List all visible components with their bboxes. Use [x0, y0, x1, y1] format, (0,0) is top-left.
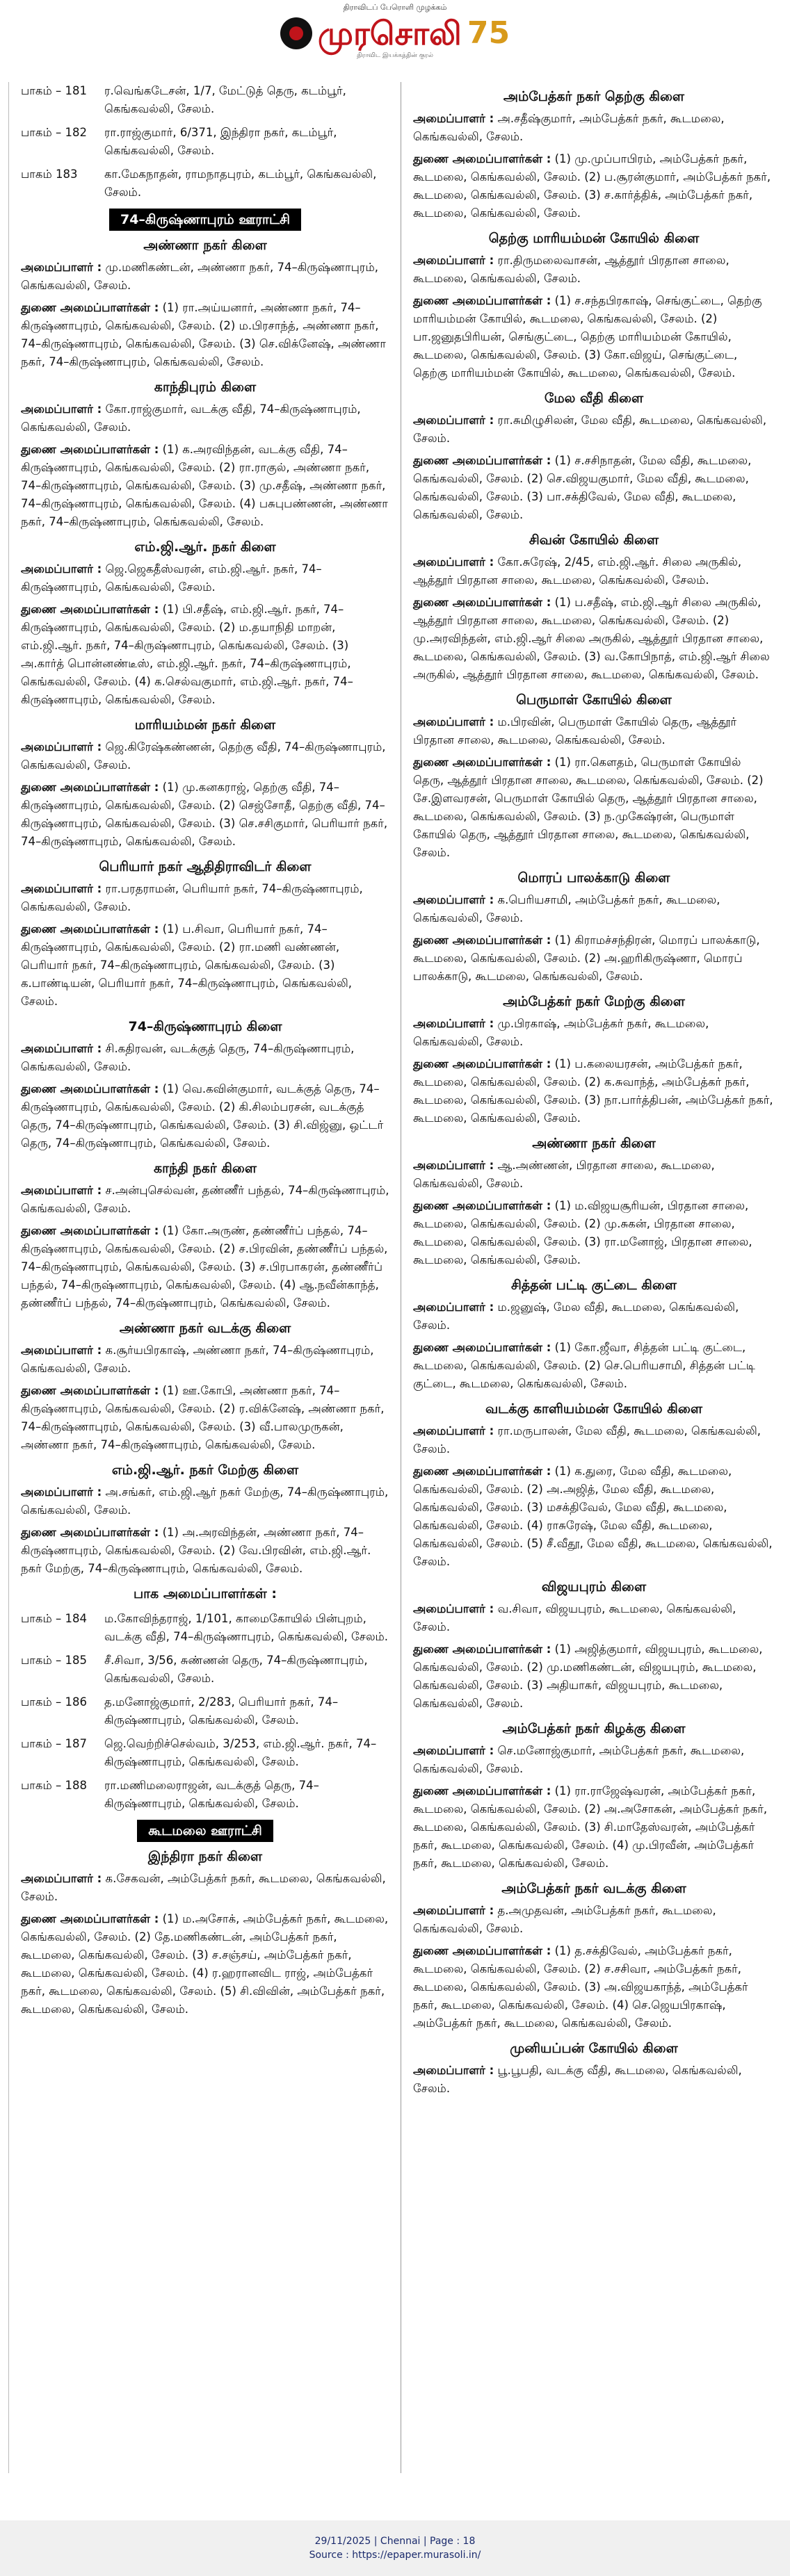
amaippalar-value: க.சேகவன், அம்பேத்கர் நகர், கூடமலை, கெங்கவல்லி, சேலம்.: [21, 1872, 386, 1903]
thunai-value: (1) க.துரை, மேல வீதி, கூடமலை, கெங்கவல்லி, சேலம். (2) அ.அஜித், மேல வீதி, கூடமலை, கெங்கவல்லி, சேலம். (3) மசக்திவேல், மேல வீதி, கூடமலை, கெங்கவல்லி, சேலம். (4) ராசுரேஷ், மேல வீதி, கூடமலை, கெங்கவல்லி, சேலம். (5) சீ.வீதூ, மேல வீதி, கூடமலை, கெங்கவல்லி, சேலம்.: [413, 1465, 773, 1568]
thunai-line: [413, 452, 775, 524]
kilai-section: [21, 1848, 389, 2019]
left-margin-rule: [8, 82, 9, 2473]
amaippalar-value: ம.ஜனுஷ், மேல வீதி, கூடமலை, கெங்கவல்லி, சேலம்.: [413, 1301, 739, 1332]
thunai-label: துணை அமைப்பாளர்கள் :: [413, 1465, 551, 1478]
kilai-title: எம்.ஜி.ஆர். நகர் மேற்கு கிளை: [111, 1462, 299, 1478]
thunai-label: துணை அமைப்பாளர்கள் :: [21, 603, 159, 616]
kilai-title: பெருமாள் கோயில் கிளை: [516, 692, 672, 708]
amaippalar-label: அமைப்பாளர் :: [413, 2064, 494, 2077]
bagam-value: ஜெ.வெற்றிச்செல்வம், 3/253, எம்.ஜி.ஆர். நகர், 74–கிருஷ்ணாபுரம், கெங்கவல்லி, சேலம்.: [104, 1737, 377, 1768]
masthead-logo-row: [0, 15, 790, 52]
kilai-section: [413, 1276, 775, 1393]
ooratchi-heading: கூடமலை ஊராட்சி: [137, 1820, 273, 1842]
kilai-section: [413, 88, 775, 222]
amaippalar-value: ச.அன்புசெல்வன், தண்ணீர் பந்தல், 74–கிருஷ்ணாபுரம், கெங்கவல்லி, சேலம்.: [21, 1184, 389, 1215]
amaippalar-value: ரா.திருமலைவாசன், ஆத்தூர் பிரதான சாலை, கூடமலை, கெங்கவல்லி, சேலம்.: [413, 254, 729, 285]
ooratchi-heading: 74–கிருஷ்ணாபுரம் ஊராட்சி: [109, 209, 301, 231]
thunai-value: (1) க.அரவிந்தன், வடக்கு வீதி, 74–கிருஷ்ணாபுரம், கெங்கவல்லி, சேலம். (2) ரா.ராகுல், அண்ணா நகர், 74–கிருஷ்ணாபுரம், கெங்கவல்லி, சேலம். (3) மு.சதீஷ், அண்ணா நகர், 74–கிருஷ்ணாபுரம், கெங்கவல்லி, சேலம். (4) பசுபுபண்ணன், அண்ணா நகர், 74–கிருஷ்ணாபுரம், கெங்கவல்லி, சேலம்.: [21, 443, 388, 528]
kilai-title: சிவன் கோயில் கிளை: [529, 532, 659, 548]
kilai-section: [413, 993, 775, 1127]
amaippalar-label: அமைப்பாளர் :: [413, 1159, 494, 1172]
thunai-value: (1) வெ.கவின்குமார், வடக்குத் தெரு, 74–கிருஷ்ணாபுரம், கெங்கவல்லி, சேலம். (2) கி.சிலம்பரசன், வடக்குத் தெரு, 74–கிருஷ்ணாபுரம், கெங்கவல்லி, சேலம். (3) சி.விஜ்னு, ஒட்டர் தெரு, 74–கிருஷ்ணாபுரம், கெங்கவல்லி, சேலம்.: [21, 1082, 384, 1150]
kilai-section: [413, 1400, 775, 1571]
kilai-section: [21, 716, 389, 851]
bagam-value: த.மனோஜ்குமார், 2/283, பெரியார் நகர், 74–கிருஷ்ணாபுரம், கெங்கவல்லி, சேலம்.: [104, 1695, 339, 1727]
amaippalar-value: பூ.பூபதி, வடக்கு வீதி, கூடமலை, கெங்கவல்லி, சேலம்.: [413, 2064, 742, 2095]
amaippalar-line: [413, 1422, 775, 1458]
amaippalar-line: [413, 1298, 775, 1335]
newspaper-logo: முரசொலி: [317, 15, 462, 52]
bagam-list-bottom: [21, 1610, 389, 1813]
amaippalar-line: [21, 1040, 389, 1076]
amaippalar-line: [21, 1870, 389, 1906]
amaippalar-label: அமைப்பாளர் :: [21, 1485, 102, 1499]
party-emblem-icon: [280, 17, 312, 49]
thunai-value: (1) ப.சிவா, பெரியார் நகர், 74–கிருஷ்ணாபுரம், கெங்கவல்லி, சேலம். (2) ரா.மணி வண்ணன், பெரியார் நகர், 74–கிருஷ்ணாபுரம், கெங்கவல்லி, சேலம். (3) க.பாண்டியன், பெரியார் நகர், 74–கிருஷ்ணாபுரம், கெங்கவல்லி, சேலம்.: [21, 922, 352, 1008]
kilai-title: அண்ணா நகர் வடக்கு கிளை: [119, 1321, 291, 1336]
thunai-value: (1) அஜித்குமார், விஜயபுரம், கூடமலை, கெங்கவல்லி, சேலம். (2) மு.மணிகண்டன், விஜயபுரம், கூடமலை, கெங்கவல்லி, சேலம். (3) அதியாகர், விஜயபுரம், கூடமலை, கெங்கவல்லி, சேலம்.: [413, 1642, 763, 1710]
kilai-section: [21, 858, 389, 1011]
kilai-section: [21, 378, 389, 531]
thunai-line: [21, 1524, 389, 1578]
kilai-section: [413, 389, 775, 524]
bagam-value: ர.வெங்கடேசன், 1/7, மேட்டுத் தெரு, கடம்பூர், கெங்கவல்லி, சேலம்.: [104, 84, 346, 115]
thunai-value: (1) த.சக்திவேல், அம்பேத்கர் நகர், கூடமலை, கெங்கவல்லி, சேலம். (2) ச.சசிவா, அம்பேத்கர் நகர், கூடமலை, கெங்கவல்லி, சேலம். (3) அ.விஜயகாந்த், அம்பேத்கர் நகர், கூடமலை, கெங்கவல்லி, சேலம். (4) செ.ஜெயபிரகாஷ், அம்பேத்கர் நகர், கூடமலை, கெங்கவல்லி, சேலம்.: [413, 1944, 748, 2030]
kilai-section: [413, 1578, 775, 1713]
amaippalar-label: அமைப்பாளர் :: [21, 1042, 102, 1055]
kilai-section: [21, 236, 389, 371]
amaippalar-label: அமைப்பாளர் :: [21, 1872, 102, 1885]
thunai-line: [21, 778, 389, 851]
thunai-label: துணை அமைப்பாளர்கள் :: [413, 1057, 551, 1070]
amaippalar-label: அமைப்பாளர் :: [413, 1301, 494, 1314]
kilai-title: அம்பேத்கர் நகர் மேற்கு கிளை: [503, 994, 685, 1009]
amaippalar-value: ரா.மருபாலன், மேல வீதி, கூடமலை, கெங்கவல்லி, சேலம்.: [413, 1424, 761, 1456]
amaippalar-label: அமைப்பாளர் :: [413, 1744, 494, 1757]
amaippalar-label: அமைப்பாளர் :: [413, 414, 494, 427]
amaippalar-label: அமைப்பாளர் :: [21, 562, 102, 576]
amaippalar-line: [413, 1742, 775, 1778]
thunai-label: துணை அமைப்பாளர்கள் :: [413, 454, 551, 467]
thunai-value: (1) கிராமச்சந்திரன், மொரப் பாலக்காடு, கூடமலை, கெங்கவல்லி, சேலம். (2) அ.ஹரிகிருஷ்ணா, மொரப் பாலக்காடு, கூடமலை, கெங்கவல்லி, சேலம்.: [413, 934, 760, 983]
kilai-title: முனியப்பன் கோயில் கிளை: [510, 2041, 678, 2056]
kilai-title: அண்ணா நகர் கிளை: [143, 238, 267, 253]
amaippalar-label: அமைப்பாளர் :: [413, 1904, 494, 1917]
amaippalar-value: அ.சதீஷ்குமார், அம்பேத்கர் நகர், கூடமலை, கெங்கவல்லி, சேலம்.: [413, 112, 725, 143]
amaippalar-label: அமைப்பாளர் :: [21, 1344, 102, 1357]
kilai-list-left: [21, 236, 389, 1578]
bagam-section: [21, 1585, 389, 1603]
thunai-value: (1) கோ.ஜீவா, சித்தன் பட்டி குட்டை, கூடமலை, கெங்கவல்லி, சேலம். (2) செ.பெரியசாமி, சித்தன் பட்டி குட்டை, கூடமலை, கெங்கவல்லி, சேலம்.: [413, 1341, 755, 1390]
thunai-value: (1) ரா.அய்யனார், அண்ணா நகர், 74–கிருஷ்ணாபுரம், கெங்கவல்லி, சேலம். (2) ம.பிரசாந்த், அண்ணா நகர், 74–கிருஷ்ணாபுரம், கெங்கவல்லி, சேலம். (3) செ.விக்னேஷ், அண்ணா நகர், 74–கிருஷ்ணாபுரம், கெங்கவல்லி, சேலம்.: [21, 301, 386, 368]
kilai-title: தெற்கு மாரியம்மன் கோயில் கிளை: [488, 231, 700, 246]
thunai-line: [413, 1197, 775, 1269]
amaippalar-line: [413, 411, 775, 448]
bagam-number: பாகம் – 185: [21, 1654, 87, 1667]
kilai-title: விஜயபுரம் கிளை: [541, 1579, 647, 1595]
amaippalar-value: த.அமுதவன், அம்பேத்கர் நகர், கூடமலை, கெங்கவல்லி, சேலம்.: [413, 1904, 716, 1935]
kilai-section: [413, 869, 775, 986]
thunai-value: (1) பி.சதீஷ், எம்.ஜி.ஆர். நகர், 74–கிருஷ்ணாபுரம், கெங்கவல்லி, சேலம். (2) ம.தயாநிதி மாறன், எம்.ஜி.ஆர். நகர், 74–கிருஷ்ணாபுரம், கெங்கவல்லி, சேலம். (3) அ.கார்த் பொன்னண்டீஸ், எம்.ஜி.ஆர். நகர், 74–கிருஷ்ணாபுரம், கெங்கவல்லி, சேலம். (4) க.செல்வகுமார், எம்.ஜி.ஆர். நகர், 74–கிருஷ்ணாபுரம், கெங்கவல்லி, சேலம்.: [21, 603, 353, 706]
thunai-value: (1) ம.அசோக், அம்பேத்கர் நகர், கூடமலை, கெங்கவல்லி, சேலம். (2) தே.மணிகண்டன், அம்பேத்கர் நகர், கூடமலை, கெங்கவல்லி, சேலம். (3) ச.சஞ்சய், அம்பேத்கர் நகர், கூடமலை, கெங்கவல்லி, சேலம். (4) ர.ஹரானவிட ராஜ், அம்பேத்கர் நகர், கூடமலை, கெங்கவல்லி, சேலம். (5) சி.விவின், அம்பேத்கர் நகர், கூடமலை, கெங்கவல்லி, சேலம்.: [21, 1912, 389, 2016]
kilai-section: [21, 1159, 389, 1312]
kilai-title: இந்திரா நகர் கிளை: [147, 1849, 263, 1864]
amaippalar-line: [413, 2062, 775, 2098]
thunai-label: துணை அமைப்பாளர்கள் :: [413, 756, 551, 769]
amaippalar-line: [21, 259, 389, 295]
thunai-line: [413, 292, 775, 382]
kilai-section: [413, 531, 775, 684]
thunai-value: (1) ரா.கௌதம், பெருமாள் கோயில் தெரு, ஆத்தூர் பிரதான சாலை, கூடமலை, கெங்கவல்லி, சேலம். (2) சே.இளவரசன், பெருமாள் கோயில் தெரு, ஆத்தூர் பிரதான சாலை, கூடமலை, கெங்கவல்லி, சேலம். (3) ந.முகேஷ்ரன், பெருமாள் கோயில் தெரு, ஆத்தூர் பிரதான சாலை, கூடமலை, கெங்கவல்லி, சேலம்.: [413, 756, 764, 859]
thunai-line: [413, 150, 775, 222]
thunai-line: [21, 920, 389, 1011]
thunai-line: [21, 1222, 389, 1312]
thunai-line: [413, 1055, 775, 1127]
thunai-label: துணை அமைப்பாளர்கள் :: [21, 1912, 159, 1925]
left-column: [21, 82, 389, 2025]
thunai-line: [413, 1640, 775, 1713]
thunai-value: (1) கோ.அருண், தண்ணீர்ப் பந்தல், 74–கிருஷ்ணாபுரம், கெங்கவல்லி, சேலம். (2) ச.பிரவின், தண்ணீர்ப் பந்தல், 74–கிருஷ்ணாபுரம், கெங்கவல்லி, சேலம். (3) ச.பிரபாகரன், தண்ணீர்ப் பந்தல், 74–கிருஷ்ணாபுரம், கெங்கவல்லி, சேலம். (4) ஆ.நவீன்காந்த், தண்ணீர்ப் பந்தல், 74–கிருஷ்ணாபுரம், கெங்கவல்லி, சேலம்.: [21, 1224, 388, 1310]
kilai-title: அம்பேத்கர் நகர் வடக்கு கிளை: [501, 1881, 686, 1896]
amaippalar-label: அமைப்பாளர் :: [413, 715, 494, 728]
amaippalar-line: [413, 1015, 775, 1051]
thunai-line: [21, 1382, 389, 1454]
thunai-label: துணை அமைப்பாளர்கள் :: [413, 152, 551, 165]
thunai-value: (1) அ.அரவிந்தன், அண்ணா நகர், 74–கிருஷ்ணாபுரம், கெங்கவல்லி, சேலம். (2) வே.பிரவின், எம்.ஜி.ஆர். நகர் மேற்கு, 74–கிருஷ்ணாபுரம், கெங்கவல்லி, சேலம்.: [21, 1526, 371, 1575]
amaippalar-line: [413, 1902, 775, 1938]
kilai-section: [413, 691, 775, 862]
thunai-line: [21, 441, 389, 531]
kilai-title: காந்தி நகர் கிளை: [153, 1161, 257, 1176]
kilai-title: அம்பேத்கர் நகர் கிழக்கு கிளை: [502, 1721, 686, 1736]
thunai-label: துணை அமைப்பாளர்கள் :: [21, 1526, 159, 1539]
thunai-label: துணை அமைப்பாளர்கள் :: [21, 301, 159, 314]
bagam-row: [21, 124, 389, 160]
kilai-list-right: [413, 88, 775, 2098]
thunai-value: (1) ப.கலையரசன், அம்பேத்கர் நகர், கூடமலை, கெங்கவல்லி, சேலம். (2) க.சுவாந்த், அம்பேத்கர் நகர், கூடமலை, கெங்கவல்லி, சேலம். (3) நா.பார்த்திபன், அம்பேத்கர் நகர், கூடமலை, கெங்கவல்லி, சேலம்.: [413, 1057, 773, 1125]
page-footer: [0, 2520, 790, 2576]
thunai-label: துணை அமைப்பாளர்கள் :: [413, 1642, 551, 1656]
kilai-title: பெரியார் நகர் ஆதிதிராவிடர் கிளை: [99, 859, 312, 874]
amaippalar-line: [413, 110, 775, 146]
bagam-number: பாகம் – 182: [21, 126, 87, 139]
bagam-value: ம.கோவிந்தராஜ், 1/101, காமைகோயில் பின்புறம், வடக்கு வீதி, 74–கிருஷ்ணாபுரம், கெங்கவல்லி, சேலம்.: [104, 1612, 389, 1643]
thunai-value: (1) ம.விஜயசூரியன், பிரதான சாலை, கூடமலை, கெங்கவல்லி, சேலம். (2) மு.சுகன், பிரதான சாலை, கூடமலை, கெங்கவல்லி, சேலம். (3) ரா.மனோஜ், பிரதான சாலை, கூடமலை, கெங்கவல்லி, சேலம்.: [413, 1199, 752, 1266]
amaippalar-line: [413, 891, 775, 927]
thunai-label: துணை அமைப்பாளர்கள் :: [21, 922, 159, 936]
thunai-line: [413, 1339, 775, 1393]
bagam-value: கா.மேகநாதன், ராமநாதபுரம், கடம்பூர், கெங்கவல்லி, சேலம்.: [104, 168, 377, 199]
thunai-line: [21, 299, 389, 371]
bagam-row: [21, 1610, 389, 1646]
amaippalar-line: [413, 553, 775, 589]
amaippalar-value: க.பெரியசாமி, அம்பேத்கர் நகர், கூடமலை, கெங்கவல்லி, சேலம்.: [413, 893, 720, 924]
thunai-value: (1) மு.முப்பாபிரம், அம்பேத்கர் நகர், கூடமலை, கெங்கவல்லி, சேலம். (2) ப.சூரன்குமார், அம்பேத்கர் நகர், கூடமலை, கெங்கவல்லி, சேலம். (3) ச.கார்த்திக், அம்பேத்கர் நகர், கூடமலை, கெங்கவல்லி, சேலம்.: [413, 152, 771, 220]
bagam-row: [21, 1735, 389, 1771]
kilai-title: அண்ணா நகர் கிளை: [532, 1136, 656, 1151]
kilai-title: அம்பேத்கர் நகர் தெற்கு கிளை: [503, 89, 685, 104]
bagam-number: பாகம் – 184: [21, 1612, 87, 1625]
amaippalar-value: மு.பிரகாஷ், அம்பேத்கர் நகர், கூடமலை, கெங்கவல்லி, சேலம்.: [413, 1017, 709, 1048]
kilai-title: வடக்கு காளியம்மன் கோயில் கிளை: [485, 1401, 702, 1417]
bagam-row: [21, 82, 389, 118]
thunai-line: [413, 1942, 775, 2032]
thunai-label: துணை அமைப்பாளர்கள் :: [413, 1199, 551, 1212]
thunai-label: துணை அமைப்பாளர்கள் :: [21, 781, 159, 794]
kilai-section: [413, 1880, 775, 2032]
amaippalar-value: ஜெ.ஜெகதீஸ்வரன், எம்.ஜி.ஆர். நகர், 74–கிருஷ்ணாபுரம், கெங்கவல்லி, சேலம்.: [21, 562, 322, 594]
footer-source-link[interactable]: Source : https://epaper.murasoli.in/: [309, 2550, 481, 2561]
bagam-row: [21, 1777, 389, 1813]
amaippalar-value: ரா.பரதராமன், பெரியார் நகர், 74–கிருஷ்ணாபுரம், கெங்கவல்லி, சேலம்.: [21, 882, 363, 913]
amaippalar-value: கோ.சுரேஷ், 2/45, எம்.ஜி.ஆர். சிலை அருகில், ஆத்தூர் பிரதான சாலை, கூடமலை, கெங்கவல்லி, சேலம்.: [413, 555, 742, 587]
kilai-title: சித்தன் பட்டி குட்டை கிளை: [511, 1278, 677, 1293]
amaippalar-value: அ.சங்கர், எம்.ஜி.ஆர் நகர் மேற்கு, 74–கிருஷ்ணாபுரம், கெங்கவல்லி, சேலம்.: [21, 1485, 389, 1517]
kilai-title: மாரியம்மன் நகர் கிளை: [134, 717, 276, 733]
amaippalar-value: ரா.சுமிழுசிலன், மேல வீதி, கூடமலை, கெங்கவல்லி, சேலம்.: [413, 414, 767, 445]
masthead-tagline: திராவிடப் பேரொளி முழக்கம்: [343, 3, 447, 12]
thunai-label: துணை அமைப்பாளர்கள் :: [413, 596, 551, 609]
thunai-value: (1) ரா.ராஜேஷ்வரன், அம்பேத்கர் நகர், கூடமலை, கெங்கவல்லி, சேலம். (2) அ.அசோகன், அம்பேத்கர் நகர், கூடமலை, கெங்கவல்லி, சேலம். (3) சி.மாதேஸ்வரன், அம்பேத்கர் நகர், கூடமலை, கெங்கவல்லி, சேலம். (4) மு.பிரவீன், அம்பேத்கர் நகர், கூடமலை, கெங்கவல்லி, சேலம்.: [413, 1784, 768, 1870]
amaippalar-line: [413, 713, 775, 749]
amaippalar-value: க.சூர்யபிரகாஷ், அண்ணா நகர், 74–கிருஷ்ணாபுரம், கெங்கவல்லி, சேலம்.: [21, 1344, 374, 1375]
bagam-number: பாகம் – 188: [21, 1779, 87, 1792]
kilai-section: [21, 1319, 389, 1454]
amaippalar-value: சி.கதிரவன், வடக்குத் தெரு, 74–கிருஷ்ணாபுரம், கெங்கவல்லி, சேலம்.: [21, 1042, 355, 1073]
amaippalar-line: [413, 252, 775, 288]
bagam-number: பாகம் 183: [21, 168, 78, 181]
thunai-value: (1) ச.சசிநாதன், மேல வீதி, கூடமலை, கெங்கவல்லி, சேலம். (2) செ.விஜயகுமார், மேல வீதி, கூடமலை, கெங்கவல்லி, சேலம். (3) பா.சக்திவேல், மேல வீதி, கூடமலை, கெங்கவல்லி, சேலம்.: [413, 454, 752, 521]
anniversary-badge: 75: [467, 15, 510, 51]
amaippalar-value: வ.சிவா, விஜயபுரம், கூடமலை, கெங்கவல்லி, சேலம்.: [413, 1602, 736, 1633]
thunai-value: (1) மு.கனகராஜ், தெற்கு வீதி, 74–கிருஷ்ணாபுரம், கெங்கவல்லி, சேலம். (2) செஜ்சோதீ, தெற்கு வீதி, 74–கிருஷ்ணாபுரம், கெங்கவல்லி, சேலம். (3) செ.சசிகுமார், பெரியார் நகர், 74–கிருஷ்ணாபுரம், கெங்கவல்லி, சேலம்.: [21, 781, 388, 848]
kilai-section: [413, 1720, 775, 1873]
bagam-heading: பாக அமைப்பாளர்கள் :: [133, 1586, 277, 1601]
thunai-line: [413, 753, 775, 862]
amaippalar-label: அமைப்பாளர் :: [413, 1017, 494, 1030]
amaippalar-value: மு.மணிகண்டன், அண்ணா நகர், 74–கிருஷ்ணாபுரம், கெங்கவல்லி, சேலம்.: [21, 261, 378, 292]
amaippalar-line: [413, 1157, 775, 1193]
thunai-line: [413, 931, 775, 986]
amaippalar-line: [21, 560, 389, 596]
amaippalar-value: கோ.ராஜ்குமார், வடக்கு வீதி, 74–கிருஷ்ணாபுரம், கெங்கவல்லி, சேலம்.: [21, 402, 361, 434]
amaippalar-line: [21, 738, 389, 774]
masthead-subline: திராவிட இயக்கத்தின் குரல்: [357, 52, 433, 59]
amaippalar-line: [413, 1600, 775, 1636]
amaippalar-line: [21, 1483, 389, 1519]
kilai-section: [413, 229, 775, 382]
amaippalar-line: [21, 1342, 389, 1378]
kilai-title: மேல வீதி கிளை: [544, 391, 644, 406]
amaippalar-line: [21, 400, 389, 437]
amaippalar-line: [21, 880, 389, 916]
bagam-row: [21, 1693, 389, 1729]
kilai-title: எம்.ஜி.ஆர். நகர் கிளை: [134, 539, 276, 555]
amaippalar-label: அமைப்பாளர் :: [413, 1424, 494, 1437]
amaippalar-label: அமைப்பாளர் :: [21, 1184, 102, 1197]
bagam-number: பாகம் – 186: [21, 1695, 87, 1709]
thunai-label: துணை அமைப்பாளர்கள் :: [413, 1341, 551, 1354]
kilai-title: 74–கிருஷ்ணாபுரம் கிளை: [128, 1019, 282, 1034]
footer-date-page: 29/11/2025 | Chennai | Page : 18: [314, 2536, 476, 2547]
thunai-line: [413, 594, 775, 684]
kilai-title: மொரப் பாலக்காடு கிளை: [517, 870, 670, 886]
amaippalar-label: அமைப்பாளர் :: [413, 254, 494, 267]
thunai-value: (1) ப.சதீஷ், எம்.ஜி.ஆர் சிலை அருகில், ஆத்தூர் பிரதான சாலை, கூடமலை, கெங்கவல்லி, சேலம். (2) மு.அரவிந்தன், எம்.ஜி.ஆர் சிலை அருகில், ஆத்தூர் பிரதான சாலை, கூடமலை, கெங்கவல்லி, சேலம். (3) வ.கோபிநாத், எம்.ஜி.ஆர் சிலை அருகில், ஆத்தூர் பிரதான சாலை, கூடமலை, கெங்கவல்லி, சேலம்.: [413, 596, 770, 681]
amaippalar-label: அமைப்பாளர் :: [413, 112, 494, 125]
amaippalar-label: அமைப்பாளர் :: [413, 893, 494, 906]
bagam-value: சீ.சிவா, 3/56, சுண்ணன் தெரு, 74–கிருஷ்ணாபுரம், கெங்கவல்லி, சேலம்.: [104, 1654, 368, 1685]
thunai-value: (1) ச.சந்தபிரகாஷ், செங்குட்டை, தெற்கு மாரியம்மன் கோயில், கூடமலை, கெங்கவல்லி, சேலம். (2) பா.ஜனுதபிரியன், செங்குட்டை, தெற்கு மாரியம்மன் கோயில், கூடமலை, கெங்கவல்லி, சேலம். (3) கோ.விஜய், செங்குட்டை, தெற்கு மாரியம்மன் கோயில், கூடமலை, கெங்கவல்லி, சேலம்.: [413, 294, 762, 380]
kilai-section: [21, 1461, 389, 1578]
thunai-label: துணை அமைப்பாளர்கள் :: [413, 1944, 551, 1957]
bagam-row: [21, 1652, 389, 1688]
thunai-line: [21, 1910, 389, 2019]
thunai-label: துணை அமைப்பாளர்கள் :: [413, 1784, 551, 1798]
thunai-label: துணை அமைப்பாளர்கள் :: [413, 934, 551, 947]
amaippalar-label: அமைப்பாளர் :: [21, 882, 102, 895]
amaippalar-label: அமைப்பாளர் :: [21, 261, 102, 274]
amaippalar-label: அமைப்பாளர் :: [413, 1602, 494, 1615]
bagam-value: ரா.ராஜ்குமார், 6/371, இந்திரா நகர், கடம்பூர், கெங்கவல்லி, சேலம்.: [104, 126, 337, 157]
thunai-label: துணை அமைப்பாளர்கள் :: [21, 1082, 159, 1095]
thunai-line: [21, 1080, 389, 1152]
amaippalar-label: அமைப்பாளர் :: [413, 555, 494, 569]
kilai-section: [413, 1134, 775, 1269]
bagam-number: பாகம் – 187: [21, 1737, 87, 1750]
thunai-line: [21, 601, 389, 709]
bagam-number: பாகம் – 181: [21, 84, 87, 97]
thunai-label: துணை அமைப்பாளர்கள் :: [21, 443, 159, 456]
amaippalar-value: செ.மனோஜ்குமார், அம்பேத்கர் நகர், கூடமலை, கெங்கவல்லி, சேலம்.: [413, 1744, 745, 1775]
thunai-line: [413, 1782, 775, 1873]
amaippalar-label: அமைப்பாளர் :: [21, 740, 102, 753]
thunai-value: (1) ஊ.கோபி, அண்ணா நகர், 74–கிருஷ்ணாபுரம், கெங்கவல்லி, சேலம். (2) ர.விக்னேஷ், அண்ணா நகர், 74–கிருஷ்ணாபுரம், கெங்கவல்லி, சேலம். (3) வீ.பாலமுருகன், அண்ணா நகர், 74–கிருஷ்ணாபுரம், கெங்கவல்லி, சேலம்.: [21, 1384, 385, 1451]
masthead: [0, 0, 790, 67]
bagam-row: [21, 165, 389, 202]
thunai-label: துணை அமைப்பாளர்கள் :: [21, 1384, 159, 1397]
kilai-title: காந்திபுரம் கிளை: [154, 380, 257, 395]
kilai-section: [21, 1018, 389, 1152]
amaippalar-value: ம.பிரவின், பெருமாள் கோயில் தெரு, ஆத்தூர் பிரதான சாலை, கூடமலை, கெங்கவல்லி, சேலம்.: [413, 715, 737, 747]
amaippalar-label: அமைப்பாளர் :: [21, 402, 102, 416]
amaippalar-line: [21, 1182, 389, 1218]
amaippalar-value: ஆ.அண்ணன், பிரதான சாலை, கூடமலை, கெங்கவல்லி, சேலம்.: [413, 1159, 715, 1190]
bagam-value: ரா.மணிமலைராஜன், வடக்குத் தெரு, 74–கிருஷ்ணாபுரம், கெங்கவல்லி, சேலம்.: [104, 1779, 319, 1810]
kilai-section: [413, 2039, 775, 2098]
kilai-section: [21, 538, 389, 709]
thunai-label: துணை அமைப்பாளர்கள் :: [413, 294, 551, 307]
right-column: [413, 82, 775, 2105]
thunai-line: [413, 1462, 775, 1571]
bagam-list-top: [21, 82, 389, 202]
amaippalar-value: ஜெ.கிரேஷ்கண்ணன், தெற்கு வீதி, 74–கிருஷ்ணாபுரம், கெங்கவல்லி, சேலம்.: [21, 740, 386, 772]
thunai-label: துணை அமைப்பாளர்கள் :: [21, 1224, 159, 1237]
